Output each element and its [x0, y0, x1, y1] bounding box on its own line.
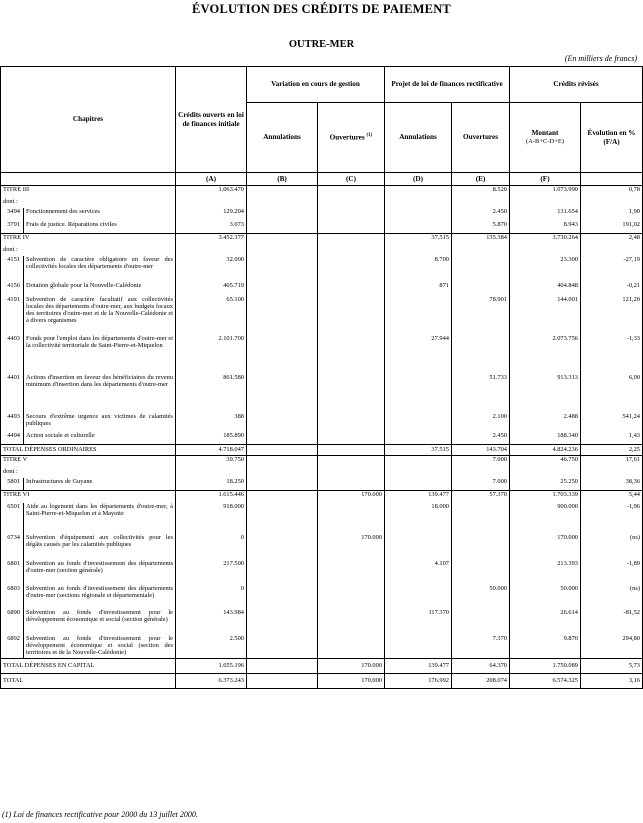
cell-f: 1.073.990 [510, 186, 581, 198]
cell-g: (ns) [581, 585, 643, 609]
dont-label: dont : [1, 198, 176, 208]
cell-b [247, 413, 318, 432]
chapter-code: 6734 [1, 534, 24, 560]
header-letter-d: (D) [385, 173, 452, 186]
cell-f: 170.000 [510, 534, 581, 560]
cell-c [318, 246, 385, 256]
cell-e: 143.704 [452, 445, 510, 456]
header-letter-a: (A) [176, 173, 247, 186]
table-row [1, 413, 643, 432]
chapter-label: Subvention d'équipement aux collectivités pour les dégâts causés par les calamités publiques [24, 534, 176, 560]
chapter-label: Actions d'insertion en faveur des bénéficiaires du revenu minimum d'insertion dans les départements d'outre-mer [24, 374, 176, 413]
cell-e [452, 503, 510, 534]
cell-f: 144.001 [510, 296, 581, 335]
cell-e: 51.733 [452, 374, 510, 413]
footnote-ref: (1) [366, 133, 373, 139]
cell-g: 17,61 [581, 456, 643, 468]
cell-d [385, 208, 452, 221]
cell-d [385, 468, 452, 478]
cell-g: -81,52 [581, 609, 643, 635]
chapter-label: Subvention au fonds d'investissement des départements d'outre-mer (section générale) [24, 560, 176, 585]
header-annulations-b: Annulations [247, 103, 318, 173]
chapter-label: Fonds pour l'emploi dans les départements d'outre-mer et la collectivité territoriale de Saint-Pierre-et-Miquelon [24, 335, 176, 374]
cell-b [247, 186, 318, 198]
cell-e: 8.520 [452, 186, 510, 198]
cell-a: 3.452.377 [176, 234, 247, 246]
table-row [1, 534, 643, 560]
cell-e [452, 256, 510, 282]
chapter-label: Subvention de caractère obligatoire en faveur des collectivités locales des départements d'outre-mer [24, 256, 176, 282]
total-row [1, 674, 643, 689]
cell-b [247, 585, 318, 609]
chapter-code: 4151 [1, 256, 24, 282]
chapter-code: 5801 [1, 478, 24, 491]
cell-a: 1.615.446 [176, 491, 247, 503]
cell-e: 57.370 [452, 491, 510, 503]
cell-e: 7.370 [452, 635, 510, 659]
cell-f: 131.654 [510, 208, 581, 221]
cell-d [385, 456, 452, 468]
cell-a [176, 468, 247, 478]
cell-a: 39.750 [176, 456, 247, 468]
table-row [1, 282, 643, 296]
row-label: TITRE VI [1, 491, 176, 503]
table-row [1, 374, 643, 413]
group-row [1, 234, 643, 246]
cell-a: 32.000 [176, 256, 247, 282]
cell-c [318, 560, 385, 585]
cell-f: 2.488 [510, 413, 581, 432]
cell-e [452, 335, 510, 374]
chapter-code: 3791 [1, 221, 24, 234]
chapter-label: Infrastructures de Guyane [24, 478, 176, 491]
cell-a: 1.063.470 [176, 186, 247, 198]
cell-c: 170.000 [318, 534, 385, 560]
header-evolution: Évolution en % (F/A) [581, 103, 643, 173]
cell-c: 170.000 [318, 659, 385, 674]
cell-c [318, 296, 385, 335]
chapter-code: 4401 [1, 374, 24, 413]
cell-d [385, 585, 452, 609]
cell-b [247, 208, 318, 221]
cell-a: 185.890 [176, 432, 247, 445]
cell-a: 918.000 [176, 503, 247, 534]
cell-f: 26.614 [510, 609, 581, 635]
cell-c [318, 432, 385, 445]
chapter-label: Subvention au fonds d'investissement pour le développement économique et social (section générale) [24, 609, 176, 635]
header-letter-g [581, 173, 643, 186]
cell-c [318, 609, 385, 635]
cell-d [385, 432, 452, 445]
table-row [1, 503, 643, 534]
row-label: TITRE IV [1, 234, 176, 246]
header-letter-blank [1, 173, 176, 186]
cell-g: -0,21 [581, 282, 643, 296]
row-label: TOTAL DÉPENSES EN CAPITAL [1, 659, 176, 674]
cell-d: 139.477 [385, 491, 452, 503]
header-variation: Variation en cours de gestion [247, 67, 385, 103]
chapter-label: Action sociale et culturelle [24, 432, 176, 445]
cell-g [581, 468, 643, 478]
cell-a: 129.204 [176, 208, 247, 221]
cell-g: 0,78 [581, 186, 643, 198]
cell-d [385, 198, 452, 208]
chapter-code: 4494 [1, 432, 24, 445]
dont-row [1, 198, 643, 208]
cell-c [318, 478, 385, 491]
cell-a: 143.984 [176, 609, 247, 635]
cell-f: 1.750.089 [510, 659, 581, 674]
table-row [1, 221, 643, 234]
cell-b [247, 560, 318, 585]
cell-b [247, 198, 318, 208]
cell-f: 3.730.264 [510, 234, 581, 246]
cell-f: 25.250 [510, 478, 581, 491]
dont-label: dont : [1, 246, 176, 256]
cell-e [452, 198, 510, 208]
chapter-code: 3494 [1, 208, 24, 221]
header-letter-e: (E) [452, 173, 510, 186]
cell-g: 38,36 [581, 478, 643, 491]
chapter-code: 6892 [1, 635, 24, 659]
cell-e: 64.370 [452, 659, 510, 674]
cell-c [318, 282, 385, 296]
cell-g: 541,24 [581, 413, 643, 432]
cell-a: 388 [176, 413, 247, 432]
cell-g: 5,73 [581, 659, 643, 674]
header-letter-f: (F) [510, 173, 581, 186]
cell-d [385, 413, 452, 432]
cell-f: 1.703.339 [510, 491, 581, 503]
cell-c [318, 413, 385, 432]
cell-f: 9.870 [510, 635, 581, 659]
cell-b [247, 609, 318, 635]
cell-c [318, 198, 385, 208]
cell-b [247, 246, 318, 256]
table-row [1, 296, 643, 335]
cell-b [247, 221, 318, 234]
page-subtitle: OUTRE-MER [288, 39, 355, 50]
table-row [1, 609, 643, 635]
cell-f [510, 246, 581, 256]
cell-a [176, 198, 247, 208]
chapter-label: Dotation globale pour la Nouvelle-Calédonie [24, 282, 176, 296]
cell-g [581, 198, 643, 208]
cell-e: 2.450 [452, 208, 510, 221]
cell-b [247, 534, 318, 560]
header-ouvertures-c: Ouvertures $^{(1)}$ [318, 103, 385, 173]
cell-c [318, 468, 385, 478]
header-credits-revises: Crédits révisés [510, 67, 643, 103]
cell-b [247, 491, 318, 503]
cell-f: 23.300 [510, 256, 581, 282]
cell-b [247, 374, 318, 413]
cell-b [247, 674, 318, 689]
cell-a: 18.250 [176, 478, 247, 491]
cell-g: 121,20 [581, 296, 643, 335]
header-letter-b: (B) [247, 173, 318, 186]
chapter-label: Frais de justice. Réparations civiles [24, 221, 176, 234]
cell-a: 405.719 [176, 282, 247, 296]
cell-e: 78.901 [452, 296, 510, 335]
cell-e: 2.100 [452, 413, 510, 432]
cell-b [247, 659, 318, 674]
cell-d [385, 534, 452, 560]
cell-d: 176.992 [385, 674, 452, 689]
cell-d [385, 246, 452, 256]
cell-c [318, 585, 385, 609]
chapter-code: 6801 [1, 560, 24, 585]
cell-g: 294,80 [581, 635, 643, 659]
cell-a: 1.655.196 [176, 659, 247, 674]
cell-d: 18.000 [385, 503, 452, 534]
cell-g: 2,25 [581, 445, 643, 456]
cell-g: -1,96 [581, 503, 643, 534]
cell-c [318, 208, 385, 221]
cell-d: 8.700 [385, 256, 452, 282]
cell-e [452, 534, 510, 560]
cell-e [452, 246, 510, 256]
cell-g: 1,90 [581, 208, 643, 221]
cell-g: -1,89 [581, 560, 643, 585]
cell-f [510, 198, 581, 208]
group-row [1, 186, 643, 198]
chapter-label: Aide au logement dans les départements d'outre-mer, à Saint-Pierre-et-Miquelon et à Mayotte [24, 503, 176, 534]
cell-d: 4.107 [385, 560, 452, 585]
total-row [1, 445, 643, 456]
cell-f: 4.824.236 [510, 445, 581, 456]
header-projet: Projet de loi de finances rectificative [385, 67, 510, 103]
cell-g: -27,19 [581, 256, 643, 282]
cell-b [247, 234, 318, 246]
cell-b [247, 335, 318, 374]
cell-f: 188.340 [510, 432, 581, 445]
header-annulations-d: Annulations [385, 103, 452, 173]
cell-c [318, 186, 385, 198]
chapter-label: Subvention au fonds d'investissement pour le développement économique et social (section des territoires et de la Nouvelle-Calédonie) [24, 635, 176, 659]
cell-b [247, 635, 318, 659]
cell-d [385, 374, 452, 413]
cell-b [247, 282, 318, 296]
chapter-code: 6501 [1, 503, 24, 534]
cell-c [318, 456, 385, 468]
cell-b [247, 296, 318, 335]
cell-e: 208.074 [452, 674, 510, 689]
cell-a: 0 [176, 534, 247, 560]
cell-d: 871 [385, 282, 452, 296]
table-body [1, 186, 643, 689]
table-row [1, 478, 643, 491]
table-row [1, 585, 643, 609]
cell-c: 170.000 [318, 491, 385, 503]
cell-e [452, 468, 510, 478]
cell-d: 27.944 [385, 335, 452, 374]
cell-b [247, 468, 318, 478]
cell-c [318, 221, 385, 234]
cell-d: 117.370 [385, 609, 452, 635]
cell-b [247, 256, 318, 282]
cell-e [452, 560, 510, 585]
cell-d [385, 221, 452, 234]
chapter-label: Secours d'extrême urgence aux victimes de calamités publiques [24, 413, 176, 432]
cell-d [385, 296, 452, 335]
cell-a: 6.373.243 [176, 674, 247, 689]
row-label: TITRE III [1, 186, 176, 198]
chapter-label: Fonctionnement des services [24, 208, 176, 221]
cell-a: 4.718.047 [176, 445, 247, 456]
group-row [1, 491, 643, 503]
cell-e: 7.000 [452, 456, 510, 468]
footnote: (1) Loi de finances rectificative pour 2000 du 13 juillet 2000. [2, 810, 198, 819]
cell-a: 2.500 [176, 635, 247, 659]
unit-note: (En milliers de francs) [564, 54, 637, 63]
cell-b [247, 432, 318, 445]
cell-g: (ns) [581, 534, 643, 560]
cell-c [318, 635, 385, 659]
cell-a: 861.580 [176, 374, 247, 413]
header-letter-c: (C) [318, 173, 385, 186]
cell-e: 2.450 [452, 432, 510, 445]
chapter-label: Subvention au fonds d'investissement des départements d'outre-mer (sections régionale et départementale) [24, 585, 176, 609]
chapter-code: 6890 [1, 609, 24, 635]
cell-b [247, 478, 318, 491]
cell-f: 8.943 [510, 221, 581, 234]
cell-c [318, 234, 385, 246]
table-row [1, 335, 643, 374]
chapter-code: 6803 [1, 585, 24, 609]
dont-row [1, 468, 643, 478]
chapter-code: 4403 [1, 335, 24, 374]
table-row [1, 256, 643, 282]
cell-d: 139.477 [385, 659, 452, 674]
cell-a: 217.500 [176, 560, 247, 585]
cell-d [385, 635, 452, 659]
cell-e: 50.000 [452, 585, 510, 609]
chapter-code: 4156 [1, 282, 24, 296]
cell-f: 6.574.325 [510, 674, 581, 689]
cell-b [247, 445, 318, 456]
cell-c [318, 335, 385, 374]
cell-g: 1,43 [581, 432, 643, 445]
cell-f: 2.073.756 [510, 335, 581, 374]
cell-f: 900.000 [510, 503, 581, 534]
cell-e: 5.870 [452, 221, 510, 234]
cell-e: 7.000 [452, 478, 510, 491]
cell-g: 6,00 [581, 374, 643, 413]
chapter-code: 4493 [1, 413, 24, 432]
header-credits-ouverts: Crédits ouverts en loi de finances initiale [176, 67, 247, 173]
cell-f: 213.393 [510, 560, 581, 585]
cell-e [452, 282, 510, 296]
table-row [1, 560, 643, 585]
cell-g: 3,16 [581, 674, 643, 689]
cell-b [247, 503, 318, 534]
cell-a: 2.101.700 [176, 335, 247, 374]
row-label: TOTAL DÉPENSES ORDINAIRES [1, 445, 176, 456]
cell-a: 3.073 [176, 221, 247, 234]
dont-row [1, 246, 643, 256]
cell-f [510, 468, 581, 478]
cell-d [385, 478, 452, 491]
cell-g: 191,02 [581, 221, 643, 234]
cell-g: 2,48 [581, 234, 643, 246]
chapter-code: 4191 [1, 296, 24, 335]
cell-c [318, 256, 385, 282]
dont-label: dont : [1, 468, 176, 478]
row-label: TITRE V [1, 456, 176, 468]
cell-f: 913.313 [510, 374, 581, 413]
table-row [1, 432, 643, 445]
header-montant: Montant (A-B+C-D+E) [510, 103, 581, 173]
page-title: ÉVOLUTION DES CRÉDITS DE PAIEMENT [192, 2, 451, 16]
chapter-label: Subvention de caractère facultatif aux collectivités locales des départements d'outre-mer, aux budgets locaux des territoires d'outre-mer et de la Nouvelle-Calédonie et à divers organismes [24, 296, 176, 335]
cell-d: 37.515 [385, 234, 452, 246]
cell-a: 65.100 [176, 296, 247, 335]
cell-d [385, 186, 452, 198]
cell-e: 135.384 [452, 234, 510, 246]
row-label: TOTAL [1, 674, 176, 689]
cell-d: 37.515 [385, 445, 452, 456]
credits-table [0, 66, 643, 689]
cell-g: 5,44 [581, 491, 643, 503]
cell-f: 404.848 [510, 282, 581, 296]
cell-c [318, 503, 385, 534]
cell-c [318, 445, 385, 456]
cell-g [581, 246, 643, 256]
header-ouvertures-e: Ouvertures [452, 103, 510, 173]
cell-f: 50.000 [510, 585, 581, 609]
cell-e [452, 609, 510, 635]
cell-a: 0 [176, 585, 247, 609]
cell-a [176, 246, 247, 256]
cell-b [247, 456, 318, 468]
table-row [1, 635, 643, 659]
total-row [1, 659, 643, 674]
cell-c: 170.000 [318, 674, 385, 689]
cell-c [318, 374, 385, 413]
cell-g: -1,33 [581, 335, 643, 374]
header-chapitres: Chapitres [1, 67, 176, 173]
cell-f: 46.750 [510, 456, 581, 468]
table-row [1, 208, 643, 221]
group-row [1, 456, 643, 468]
